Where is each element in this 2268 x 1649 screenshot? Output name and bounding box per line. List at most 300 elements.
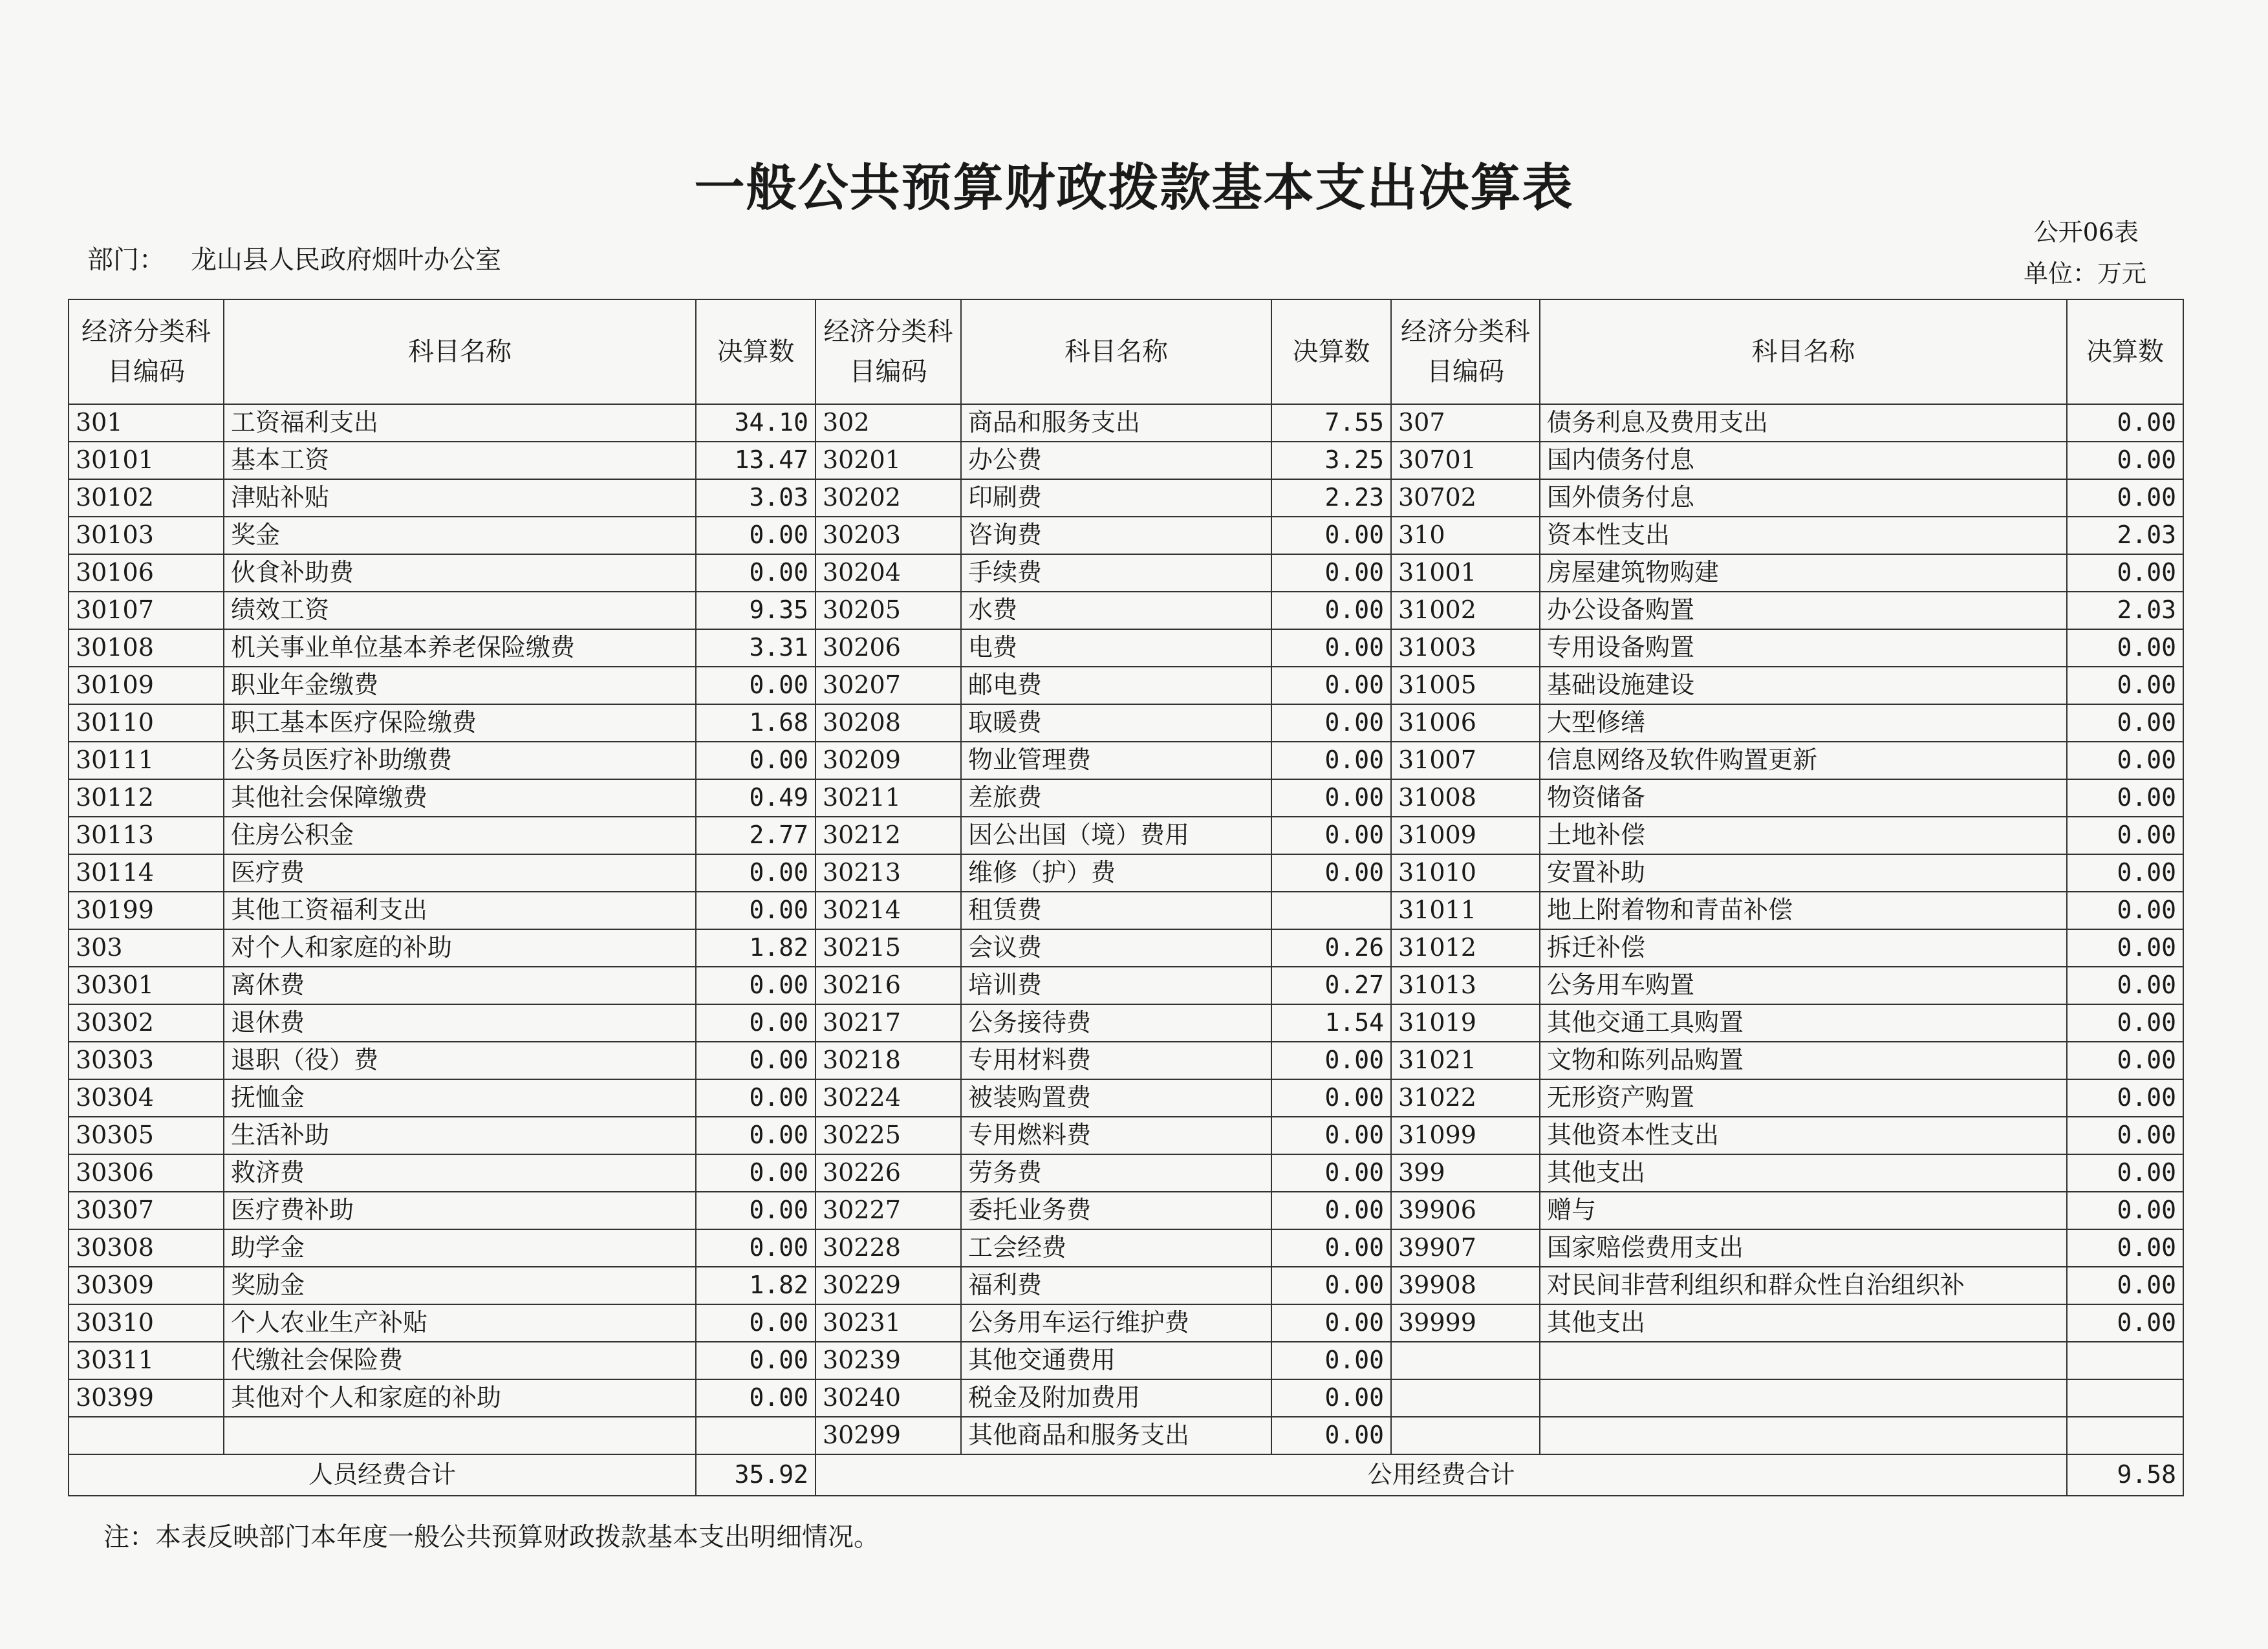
cell-name-1: 职业年金缴费 [224,667,696,704]
cell-amount-2: 0.00 [1271,1154,1391,1192]
table-row [69,554,2183,592]
cell-amount-1: 0.00 [696,1229,815,1267]
cell-code-3: 31019 [1391,1004,1540,1042]
cell-amount-3: 0.00 [2067,854,2183,892]
cell-amount-1: 0.00 [696,967,815,1004]
cell-code-3: 31009 [1391,817,1540,854]
cell-name-3: 其他支出 [1540,1304,2067,1342]
cell-name-3: 地上附着物和青苗补偿 [1540,892,2067,929]
cell-name-1: 个人农业生产补贴 [224,1304,696,1342]
cell-name-3: 对民间非营利组织和群众性自治组织补 [1540,1267,2067,1304]
cell-amount-3 [2067,1379,2183,1417]
cell-name-2: 公务用车运行维护费 [961,1304,1271,1342]
department-label: 部门： [87,245,165,275]
cell-name-3: 基础设施建设 [1540,667,2067,704]
cell-code-1: 30107 [69,592,224,629]
cell-name-1: 抚恤金 [224,1079,696,1117]
cell-code-1: 30301 [69,967,224,1004]
cell-code-3 [1391,1417,1540,1454]
cell-amount-3: 0.00 [2067,667,2183,704]
cell-code-2: 30216 [815,967,961,1004]
cell-code-3: 31012 [1391,929,1540,967]
cell-code-2: 30299 [815,1417,961,1454]
table-row [69,1417,2183,1454]
cell-name-2: 劳务费 [961,1154,1271,1192]
department-name: 龙山县人民政府烟叶办公室 [191,245,501,275]
cell-amount-1: 0.00 [696,1342,815,1379]
cell-code-3: 399 [1391,1154,1540,1192]
cell-code-3: 39999 [1391,1304,1540,1342]
cell-amount-2: 0.00 [1271,1192,1391,1229]
cell-code-2: 30209 [815,742,961,779]
cell-code-1: 30108 [69,629,224,667]
cell-code-3: 31008 [1391,779,1540,817]
cell-amount-2: 0.27 [1271,967,1391,1004]
cell-code-3: 31010 [1391,854,1540,892]
cell-amount-1: 0.00 [696,667,815,704]
cell-name-2: 因公出国（境）费用 [961,817,1271,854]
cell-name-2: 水费 [961,592,1271,629]
cell-name-1: 医疗费 [224,854,696,892]
cell-code-2: 30229 [815,1267,961,1304]
cell-name-3: 其他交通工具购置 [1540,1004,2067,1042]
cell-name-2: 邮电费 [961,667,1271,704]
cell-amount-3: 2.03 [2067,517,2183,554]
cell-name-2: 专用燃料费 [961,1117,1271,1154]
table-row [69,1192,2183,1229]
cell-code-1: 30102 [69,479,224,517]
cell-name-3: 国家赔偿费用支出 [1540,1229,2067,1267]
cell-code-3: 31001 [1391,554,1540,592]
cell-code-2: 30211 [815,779,961,817]
table-row [69,1154,2183,1192]
cell-code-1: 30112 [69,779,224,817]
cell-name-3: 国内债务付息 [1540,442,2067,479]
cell-amount-2: 0.00 [1271,554,1391,592]
cell-amount-3: 0.00 [2067,742,2183,779]
cell-code-3: 31013 [1391,967,1540,1004]
cell-name-1: 机关事业单位基本养老保险缴费 [224,629,696,667]
cell-amount-1: 3.03 [696,479,815,517]
cell-name-3 [1540,1379,2067,1417]
cell-name-2: 其他商品和服务支出 [961,1417,1271,1454]
cell-name-3 [1540,1417,2067,1454]
cell-amount-2: 0.00 [1271,854,1391,892]
cell-code-2: 30207 [815,667,961,704]
cell-amount-3 [2067,1417,2183,1454]
cell-name-2: 公务接待费 [961,1004,1271,1042]
cell-code-1: 30304 [69,1079,224,1117]
table-row [69,1229,2183,1267]
cell-amount-3: 0.00 [2067,1004,2183,1042]
cell-amount-2 [1271,892,1391,929]
cell-amount-2: 0.00 [1271,817,1391,854]
table-row [69,854,2183,892]
cell-amount-3: 0.00 [2067,929,2183,967]
cell-amount-3: 2.03 [2067,592,2183,629]
header-name-1: 科目名称 [224,299,696,404]
cell-amount-2: 0.00 [1271,1079,1391,1117]
table-header-row [69,299,2183,404]
header-code-1: 经济分类科目编码 [69,299,224,404]
cell-amount-3: 0.00 [2067,779,2183,817]
cell-name-1: 生活补助 [224,1117,696,1154]
cell-amount-2: 0.00 [1271,1342,1391,1379]
cell-amount-2: 0.00 [1271,1229,1391,1267]
cell-code-1: 30113 [69,817,224,854]
cell-amount-1: 2.77 [696,817,815,854]
cell-name-1: 离休费 [224,967,696,1004]
cell-code-1: 30306 [69,1154,224,1192]
cell-amount-3: 0.00 [2067,704,2183,742]
cell-amount-1: 0.00 [696,554,815,592]
cell-name-3: 土地补偿 [1540,817,2067,854]
cell-amount-2: 0.00 [1271,1042,1391,1079]
cell-code-3: 39907 [1391,1229,1540,1267]
cell-amount-1: 0.00 [696,1042,815,1079]
table-row [69,592,2183,629]
table-row [69,817,2183,854]
cell-amount-1: 3.31 [696,629,815,667]
cell-amount-2: 0.00 [1271,1304,1391,1342]
personnel-total-value: 35.92 [696,1454,815,1496]
cell-name-1: 退休费 [224,1004,696,1042]
cell-name-3: 无形资产购置 [1540,1079,2067,1117]
header-code-3: 经济分类科目编码 [1391,299,1540,404]
cell-amount-2: 0.00 [1271,667,1391,704]
cell-code-3: 31003 [1391,629,1540,667]
cell-code-2: 30226 [815,1154,961,1192]
public-total-label: 公用经费合计 [815,1454,2067,1496]
cell-code-2: 30202 [815,479,961,517]
cell-code-2: 30214 [815,892,961,929]
cell-name-1: 其他社会保障缴费 [224,779,696,817]
cell-name-1: 职工基本医疗保险缴费 [224,704,696,742]
footnote: 注：本表反映部门本年度一般公共预算财政拨款基本支出明细情况。 [103,1522,880,1552]
cell-amount-3: 0.00 [2067,442,2183,479]
table-row [69,892,2183,929]
cell-name-2: 印刷费 [961,479,1271,517]
cell-name-2: 会议费 [961,929,1271,967]
cell-name-1: 绩效工资 [224,592,696,629]
cell-amount-3: 0.00 [2067,892,2183,929]
cell-name-3: 拆迁补偿 [1540,929,2067,967]
cell-name-3: 其他资本性支出 [1540,1117,2067,1154]
cell-amount-1: 0.00 [696,1192,815,1229]
cell-code-2: 30203 [815,517,961,554]
cell-code-1 [69,1417,224,1454]
cell-amount-3: 0.00 [2067,404,2183,442]
cell-amount-3: 0.00 [2067,1117,2183,1154]
personnel-total-label: 人员经费合计 [69,1454,696,1496]
unit-label: 单位：万元 [2023,259,2146,288]
cell-name-3: 安置补助 [1540,854,2067,892]
cell-name-3: 公务用车购置 [1540,967,2067,1004]
cell-code-3: 39908 [1391,1267,1540,1304]
cell-amount-3: 0.00 [2067,817,2183,854]
cell-code-1: 30305 [69,1117,224,1154]
cell-name-2: 工会经费 [961,1229,1271,1267]
cell-code-2: 30224 [815,1079,961,1117]
cell-amount-1: 1.82 [696,929,815,967]
cell-code-3: 30701 [1391,442,1540,479]
cell-code-1: 30302 [69,1004,224,1042]
cell-code-2: 30215 [815,929,961,967]
cell-code-2: 30201 [815,442,961,479]
cell-name-1: 基本工资 [224,442,696,479]
cell-amount-1: 0.00 [696,1004,815,1042]
table-row [69,479,2183,517]
cell-amount-1: 1.82 [696,1267,815,1304]
cell-code-2: 30240 [815,1379,961,1417]
cell-code-1: 30303 [69,1042,224,1079]
cell-code-2: 30208 [815,704,961,742]
cell-amount-1: 0.00 [696,1079,815,1117]
totals-row [69,1454,2183,1496]
table-row [69,1342,2183,1379]
cell-name-1: 奖励金 [224,1267,696,1304]
table-row [69,704,2183,742]
cell-name-1: 助学金 [224,1229,696,1267]
cell-name-1: 代缴社会保险费 [224,1342,696,1379]
cell-amount-3: 0.00 [2067,1079,2183,1117]
cell-name-1: 医疗费补助 [224,1192,696,1229]
cell-name-1: 伙食补助费 [224,554,696,592]
cell-name-3: 资本性支出 [1540,517,2067,554]
cell-amount-1: 13.47 [696,442,815,479]
cell-amount-2: 0.00 [1271,1267,1391,1304]
cell-code-3: 31021 [1391,1042,1540,1079]
cell-code-2: 30227 [815,1192,961,1229]
cell-amount-3: 0.00 [2067,1304,2183,1342]
table-row [69,1267,2183,1304]
cell-name-1 [224,1417,696,1454]
cell-name-2: 电费 [961,629,1271,667]
cell-code-3: 31002 [1391,592,1540,629]
cell-name-2: 税金及附加费用 [961,1379,1271,1417]
cell-name-3: 文物和陈列品购置 [1540,1042,2067,1079]
cell-amount-2: 0.00 [1271,1417,1391,1454]
cell-code-1: 30309 [69,1267,224,1304]
cell-code-2: 30213 [815,854,961,892]
cell-amount-3: 0.00 [2067,1192,2183,1229]
cell-name-3 [1540,1342,2067,1379]
table-row [69,1042,2183,1079]
cell-amount-2: 2.23 [1271,479,1391,517]
cell-name-3: 房屋建筑物购建 [1540,554,2067,592]
cell-name-1: 津贴补贴 [224,479,696,517]
cell-amount-2: 0.00 [1271,517,1391,554]
cell-amount-2: 0.00 [1271,629,1391,667]
page-title: 一般公共预算财政拨款基本支出决算表 [694,159,1574,217]
cell-code-2: 30217 [815,1004,961,1042]
cell-amount-2: 0.00 [1271,592,1391,629]
cell-name-3: 办公设备购置 [1540,592,2067,629]
expenditure-table [68,299,2184,1496]
cell-name-2: 专用材料费 [961,1042,1271,1079]
cell-name-1: 公务员医疗补助缴费 [224,742,696,779]
header-name-2: 科目名称 [961,299,1271,404]
cell-code-1: 30310 [69,1304,224,1342]
header-name-3: 科目名称 [1540,299,2067,404]
cell-code-3: 31011 [1391,892,1540,929]
public-total-value: 9.58 [2067,1454,2183,1496]
cell-code-3: 310 [1391,517,1540,554]
cell-amount-2: 0.00 [1271,704,1391,742]
table-row [69,1079,2183,1117]
cell-amount-2: 0.00 [1271,1117,1391,1154]
cell-code-2: 30212 [815,817,961,854]
cell-name-3: 信息网络及软件购置更新 [1540,742,2067,779]
cell-code-1: 30308 [69,1229,224,1267]
table-row [69,742,2183,779]
table-row [69,1117,2183,1154]
cell-code-1: 30109 [69,667,224,704]
cell-amount-3: 0.00 [2067,554,2183,592]
cell-amount-3: 0.00 [2067,629,2183,667]
cell-name-1: 退职（役）费 [224,1042,696,1079]
cell-amount-2: 3.25 [1271,442,1391,479]
cell-code-3: 31022 [1391,1079,1540,1117]
cell-amount-1 [696,1417,815,1454]
cell-code-2: 30239 [815,1342,961,1379]
cell-code-3: 31099 [1391,1117,1540,1154]
cell-name-2: 委托业务费 [961,1192,1271,1229]
cell-amount-3: 0.00 [2067,1267,2183,1304]
table-row [69,629,2183,667]
table-row [69,1379,2183,1417]
cell-amount-3: 0.00 [2067,1229,2183,1267]
cell-code-3: 31006 [1391,704,1540,742]
cell-name-2: 福利费 [961,1267,1271,1304]
cell-name-2: 培训费 [961,967,1271,1004]
cell-code-1: 30399 [69,1379,224,1417]
cell-name-2: 手续费 [961,554,1271,592]
cell-amount-1: 9.35 [696,592,815,629]
cell-name-3: 国外债务付息 [1540,479,2067,517]
cell-amount-1: 0.00 [696,1379,815,1417]
table-row [69,442,2183,479]
cell-code-2: 30218 [815,1042,961,1079]
cell-amount-1: 0.00 [696,1154,815,1192]
table-body [69,404,2183,1454]
cell-name-1: 对个人和家庭的补助 [224,929,696,967]
cell-code-2: 30205 [815,592,961,629]
cell-amount-3: 0.00 [2067,1042,2183,1079]
cell-code-3: 307 [1391,404,1540,442]
table-row [69,667,2183,704]
cell-code-1: 303 [69,929,224,967]
cell-amount-3: 0.00 [2067,479,2183,517]
cell-name-3: 其他支出 [1540,1154,2067,1192]
cell-code-3: 39906 [1391,1192,1540,1229]
cell-name-3: 债务利息及费用支出 [1540,404,2067,442]
cell-name-3: 物资储备 [1540,779,2067,817]
cell-code-2: 30204 [815,554,961,592]
cell-code-2: 30206 [815,629,961,667]
cell-name-2: 取暖费 [961,704,1271,742]
cell-name-2: 租赁费 [961,892,1271,929]
cell-code-2: 30228 [815,1229,961,1267]
cell-code-3 [1391,1342,1540,1379]
cell-code-1: 30110 [69,704,224,742]
cell-code-3: 31005 [1391,667,1540,704]
cell-code-1: 30101 [69,442,224,479]
cell-amount-2: 0.26 [1271,929,1391,967]
cell-name-1: 奖金 [224,517,696,554]
cell-name-1: 工资福利支出 [224,404,696,442]
cell-code-1: 30111 [69,742,224,779]
cell-amount-2: 0.00 [1271,742,1391,779]
cell-code-3: 31007 [1391,742,1540,779]
header-amount-3: 决算数 [2067,299,2183,404]
cell-amount-1: 0.00 [696,1117,815,1154]
table-row [69,967,2183,1004]
cell-amount-1: 0.00 [696,892,815,929]
cell-amount-2: 0.00 [1271,1379,1391,1417]
cell-amount-1: 34.10 [696,404,815,442]
cell-code-1: 30114 [69,854,224,892]
cell-name-2: 差旅费 [961,779,1271,817]
cell-name-2: 办公费 [961,442,1271,479]
cell-code-1: 30311 [69,1342,224,1379]
cell-amount-1: 0.00 [696,1304,815,1342]
table-row [69,1304,2183,1342]
cell-code-3 [1391,1379,1540,1417]
cell-amount-2: 0.00 [1271,779,1391,817]
cell-amount-2: 7.55 [1271,404,1391,442]
cell-code-2: 30231 [815,1304,961,1342]
table-row [69,517,2183,554]
cell-amount-2: 1.54 [1271,1004,1391,1042]
cell-name-1: 住房公积金 [224,817,696,854]
cell-amount-1: 1.68 [696,704,815,742]
department-line [87,239,527,276]
cell-name-3: 大型修缮 [1540,704,2067,742]
cell-code-2: 302 [815,404,961,442]
cell-amount-1: 0.49 [696,779,815,817]
cell-amount-1: 0.00 [696,742,815,779]
cell-code-1: 30307 [69,1192,224,1229]
header-amount-1: 决算数 [696,299,815,404]
cell-name-1: 其他对个人和家庭的补助 [224,1379,696,1417]
cell-name-3: 专用设备购置 [1540,629,2067,667]
cell-amount-3 [2067,1342,2183,1379]
cell-name-3: 赠与 [1540,1192,2067,1229]
cell-name-2: 被装购置费 [961,1079,1271,1117]
table-row [69,929,2183,967]
cell-name-2: 商品和服务支出 [961,404,1271,442]
cell-amount-3: 0.00 [2067,967,2183,1004]
header-code-2: 经济分类科目编码 [815,299,961,404]
cell-name-2: 咨询费 [961,517,1271,554]
form-number: 公开06表 [2033,218,2139,246]
cell-name-2: 其他交通费用 [961,1342,1271,1379]
cell-code-2: 30225 [815,1117,961,1154]
cell-amount-1: 0.00 [696,854,815,892]
cell-amount-3: 0.00 [2067,1154,2183,1192]
cell-code-3: 30702 [1391,479,1540,517]
table-row [69,404,2183,442]
cell-code-1: 30199 [69,892,224,929]
cell-code-1: 30103 [69,517,224,554]
cell-name-2: 维修（护）费 [961,854,1271,892]
table-row [69,1004,2183,1042]
header-amount-2: 决算数 [1271,299,1391,404]
cell-name-1: 救济费 [224,1154,696,1192]
cell-amount-1: 0.00 [696,517,815,554]
cell-code-1: 301 [69,404,224,442]
